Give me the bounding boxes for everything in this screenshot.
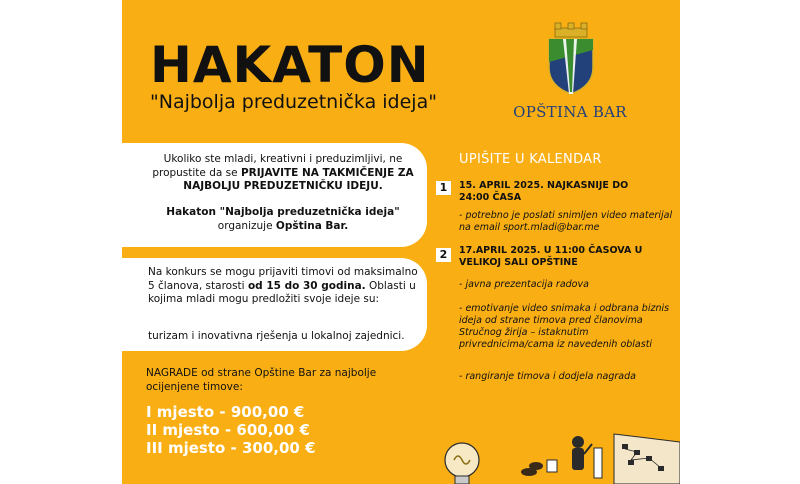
poster-subtitle: "Najbolja preduzetnička ideja"	[150, 91, 437, 113]
event-name: Hakaton "Najbolja preduzetnička ideja"	[166, 206, 400, 218]
organizer-label: organizuje	[217, 219, 273, 232]
step1-title: 15. APRIL 2025. NAJKASNIJE DO 24:00 ČASA	[459, 180, 629, 203]
step-number-1: 1	[436, 181, 451, 195]
step2-item-presentation: - javna prezentacija radova	[459, 279, 589, 290]
coat-of-arms-icon	[543, 22, 599, 96]
eligibility-text	[148, 266, 423, 307]
eligibility-card	[122, 258, 427, 351]
step-number-2: 2	[436, 248, 451, 262]
age-range: od 15 do 30 godina.	[247, 279, 366, 292]
coins-icon	[521, 460, 557, 476]
hackathon-poster	[122, 0, 680, 484]
decorative-illustration	[432, 430, 680, 484]
step2-title: 17.APRIL 2025. U 11:00 ČASOVA U VELIKOJ SALI OPŠTINE	[459, 245, 643, 268]
person-icon	[572, 436, 602, 478]
organizer-text	[148, 206, 418, 233]
third-prize: III mjesto - 300,00 €	[146, 439, 316, 457]
organizer-name: Opština Bar.	[275, 219, 349, 232]
areas-intro: Oblasti u kojima mladi mogu predložiti svoje ideje su:	[148, 279, 416, 305]
intro-highlight: PRIJAVITE NA TAKMIČENJE ZA NAJBOLJU PREDUZETNIČKU IDEJU.	[183, 166, 414, 192]
municipality-name: OPŠTINA BAR	[513, 103, 627, 121]
second-prize: II mjesto - 600,00 €	[146, 421, 310, 439]
step1-item: - potrebno je poslati snimljen video materijal na email sport.mladi@bar.me	[459, 210, 673, 233]
poster-title: HAKATON	[150, 36, 430, 94]
step2-item-ranking: - rangiranje timova i dodjela nagrada	[459, 371, 636, 382]
rewards-intro: NAGRADE od strane Opštine Bar za najbolje ocijenjene timove:	[146, 367, 377, 393]
first-prize: I mjesto - 900,00 €	[146, 403, 305, 421]
board-icon	[614, 434, 680, 484]
intro-text	[148, 153, 418, 194]
intro-line: Ukoliko ste mladi, kreativni i preduzimljivi, ne propustite da se	[152, 153, 403, 179]
calendar-title: UPIŠITE U KALENDAR	[459, 152, 602, 167]
lightbulb-icon	[445, 443, 479, 484]
areas-text: turizam i inovativna rješenja u lokalnoj zajednici.	[148, 330, 405, 342]
step2-item-defense: - emotivanje video snimaka i odbrana biznis ideja od strane timova pred članovima Stručnog žirija – istaknutim privrednicima/cama iz navedenih oblasti	[459, 303, 670, 350]
eligibility-line: Na konkurs se mogu prijaviti timovi od maksimalno 5 članova, starosti	[148, 266, 418, 292]
intro-card	[122, 143, 427, 247]
